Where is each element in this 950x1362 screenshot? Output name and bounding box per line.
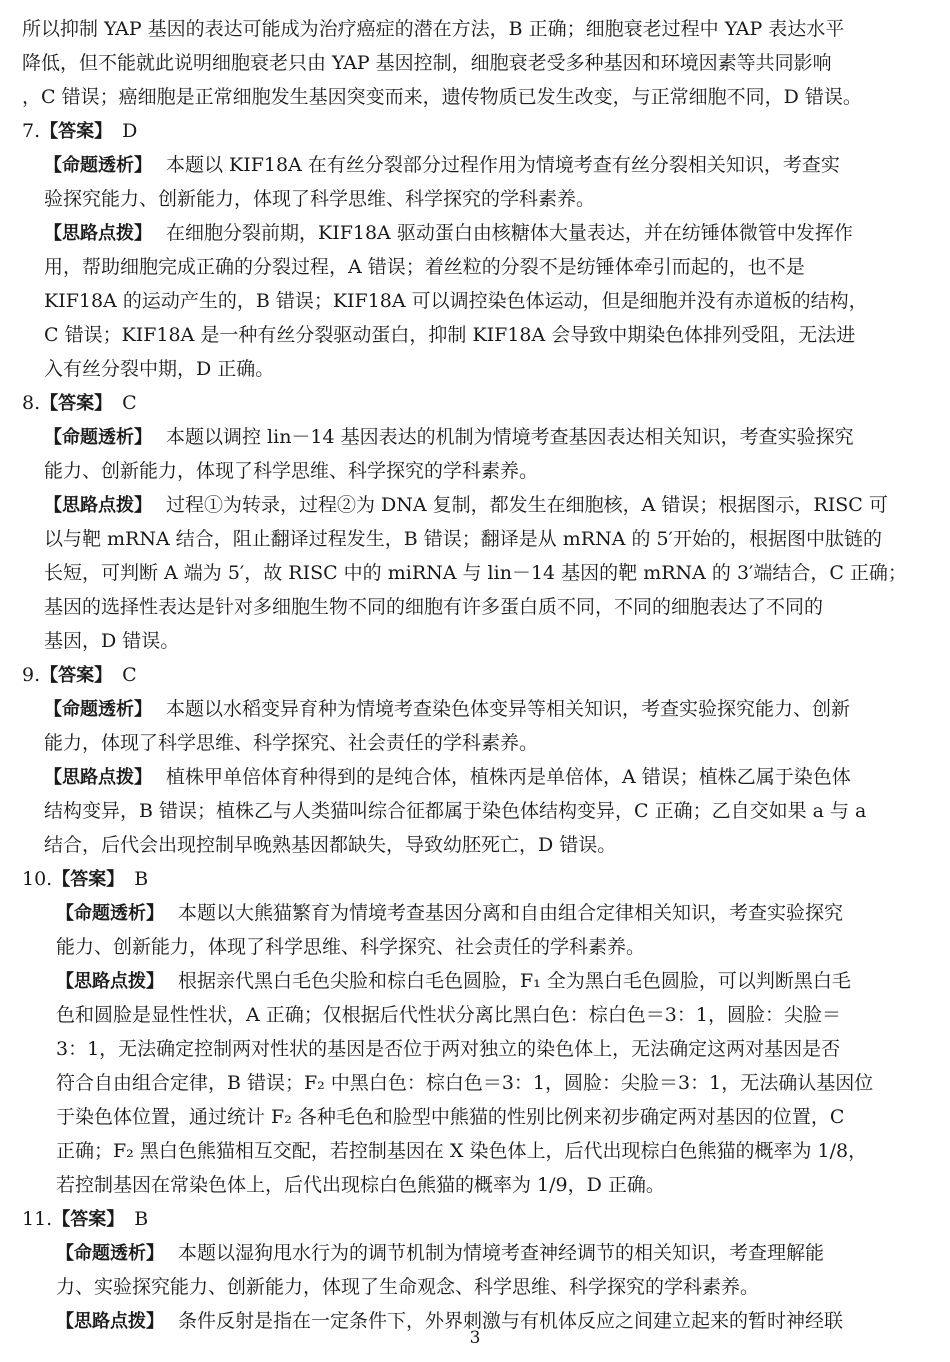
intent-label: 【命题透析】 [56,903,164,924]
hint-text: 植株甲单倍体育种得到的是纯合体，植株丙是单倍体，A 错误；植株乙属于染色体 [166,766,851,788]
text-line: 3：1，无法确定控制两对性状的基因是否位于两对独立的染色体上，无法确定这两对基因是否 [56,1038,841,1060]
intent-block [22,1236,932,1304]
text-line: 色和圆脸是显性性状，A 正确；仅根据后代性状分离比黑白色：棕白色＝3：1，圆脸：尖脸＝ [56,1004,841,1026]
question-number: 9. [22,664,41,686]
page-number: 3 [469,1328,481,1348]
text-line: 所以抑制 YAP 基因的表达可能成为治疗癌症的潜在方法，B 正确；细胞衰老过程中 YAP 表达水平 [22,18,845,40]
text-line [44,420,932,454]
answer-line [22,658,932,692]
hint-block [22,488,932,658]
answer-label: 【答案】 [40,121,113,142]
text-line: 结构变异，B 错误；植株乙与人类猫叫综合征都属于染色体结构变异，C 正确；乙自交如果 a 与 a [44,800,867,822]
answer-value: D [122,120,138,142]
intent-text: 本题以大熊猫繁育为情境考查基因分离和自由组合定律相关知识，考查实验探究 [178,902,844,924]
intent-text: 本题以调控 lin－14 基因表达的机制为情境考查基因表达相关知识，考查实验探究 [166,426,854,448]
text-line: 结合，后代会出现控制早晚熟基因都缺失，导致幼胚死亡，D 错误。 [44,834,617,856]
hint-text: 过程①为转录，过程②为 DNA 复制，都发生在细胞核，A 错误；根据图示，RISC 可 [166,494,888,516]
text-line [44,760,932,794]
text-line [44,488,932,522]
intent-label: 【命题透析】 [44,427,152,448]
answer-value: B [134,868,149,890]
hint-text: 条件反射是指在一定条件下，外界刺激与有机体反应之间建立起来的暂时神经联 [178,1310,844,1332]
answer-label: 【答案】 [40,665,113,686]
text-line: C 错误；KIF18A 是一种有丝分裂驱动蛋白，抑制 KIF18A 会导致中期染色体排列受阻，无法进 [44,324,856,346]
question-7 [22,114,932,386]
answer-label: 【答案】 [52,869,125,890]
hint-label: 【思路点拨】 [56,1311,164,1332]
intent-block [22,896,932,964]
text-line: 以与靶 mRNA 结合，阻止翻译过程发生，B 错误；翻译是从 mRNA 的 5′开始的，根据图中肽链的 [44,528,882,550]
hint-label: 【思路点拨】 [44,495,152,516]
hint-block [22,760,932,862]
answer-line [22,862,932,896]
answer-explanations [22,12,932,1338]
question-9 [22,658,932,862]
answer-line [22,386,932,420]
text-line [56,896,932,930]
hint-block [22,216,932,386]
text-line [44,216,932,250]
text-line: ，C 错误；癌细胞是正常细胞发生基因突变而来，遗传物质已发生改变，与正常细胞不同，D 错误。 [22,86,862,108]
answer-label: 【答案】 [52,1209,125,1230]
text-line: 符合自由组合定律，B 错误；F₂ 中黑白色：棕白色＝3：1，圆脸：尖脸＝3：1，无法确认基因位 [56,1072,874,1094]
text-line: 力、实验探究能力、创新能力，体现了生命观念、科学思维、科学探究的学科素养。 [56,1276,760,1298]
text-line: 验探究能力、创新能力，体现了科学思维、科学探究的学科素养。 [44,188,596,210]
question-number: 11. [22,1208,53,1230]
text-line: KIF18A 的运动产生的，B 错误；KIF18A 可以调控染色体运动，但是细胞并没有赤道板的结构， [44,290,868,312]
text-line: 基因的选择性表达是针对多细胞生物不同的细胞有许多蛋白质不同，不同的细胞表达了不同的 [44,596,824,618]
question-number: 7. [22,120,41,142]
answer-value: C [122,392,137,414]
intent-label: 【命题透析】 [44,699,152,720]
answer-label: 【答案】 [40,393,113,414]
lead-paragraph [22,12,932,114]
text-line: 若控制基因在常染色体上，后代出现棕白色熊猫的概率为 1/9，D 正确。 [56,1174,665,1196]
question-number: 8. [22,392,41,414]
hint-text: 在细胞分裂前期，KIF18A 驱动蛋白由核糖体大量表达，并在纺锤体微管中发挥作 [166,222,853,244]
hint-label: 【思路点拨】 [56,971,164,992]
intent-block [22,420,932,488]
text-line: 能力、创新能力，体现了科学思维、科学探究的学科素养。 [44,460,539,482]
text-line: 正确；F₂ 黑白色熊猫相互交配，若控制基因在 X 染色体上，后代出现棕白色熊猫的概率为 1/8， [56,1140,868,1162]
text-line [44,692,932,726]
hint-label: 【思路点拨】 [44,223,152,244]
question-11 [22,1202,932,1338]
text-line [56,964,932,998]
intent-block [22,692,932,760]
intent-text: 本题以 KIF18A 在有丝分裂部分过程作用为情境考查有丝分裂相关知识，考查实 [166,154,840,176]
answer-line [22,1202,932,1236]
hint-block [22,964,932,1202]
answer-line [22,114,932,148]
text-line [56,1236,932,1270]
text-line: 能力，体现了科学思维、科学探究、社会责任的学科素养。 [44,732,539,754]
answer-value: B [134,1208,149,1230]
text-line: 用，帮助细胞完成正确的分裂过程，A 错误；着丝粒的分裂不是纺锤体牵引而起的，也不是 [44,256,805,278]
text-line: 入有丝分裂中期，D 正确。 [44,358,275,380]
text-line: 长短，可判断 A 端为 5′，故 RISC 中的 miRNA 与 lin－14 基因的靶 mRNA 的 3′端结合，C 正确； [44,562,907,584]
text-line: 于染色体位置，通过统计 F₂ 各种毛色和脸型中熊猫的性别比例来初步确定两对基因的位置，C [56,1106,845,1128]
text-line [44,148,932,182]
text-line: 降低，但不能就此说明细胞衰老只由 YAP 基因控制，细胞衰老受多种基因和环境因素等共同影响 [22,52,832,74]
question-8 [22,386,932,658]
intent-label: 【命题透析】 [56,1243,164,1264]
text-line: 能力、创新能力，体现了科学思维、科学探究、社会责任的学科素养。 [56,936,646,958]
intent-block [22,148,932,216]
intent-label: 【命题透析】 [44,155,152,176]
question-number: 10. [22,868,53,890]
intent-text: 本题以水稻变异育种为情境考查染色体变异等相关知识，考查实验探究能力、创新 [166,698,851,720]
hint-label: 【思路点拨】 [44,767,152,788]
intent-text: 本题以湿狗甩水行为的调节机制为情境考查神经调节的相关知识，考查理解能 [178,1242,825,1264]
hint-text: 根据亲代黑白毛色尖脸和棕白毛色圆脸，F₁ 全为黑白毛色圆脸，可以判断黑白毛 [178,970,851,992]
question-10 [22,862,932,1202]
answer-value: C [122,664,137,686]
text-line: 基因，D 错误。 [44,630,180,652]
